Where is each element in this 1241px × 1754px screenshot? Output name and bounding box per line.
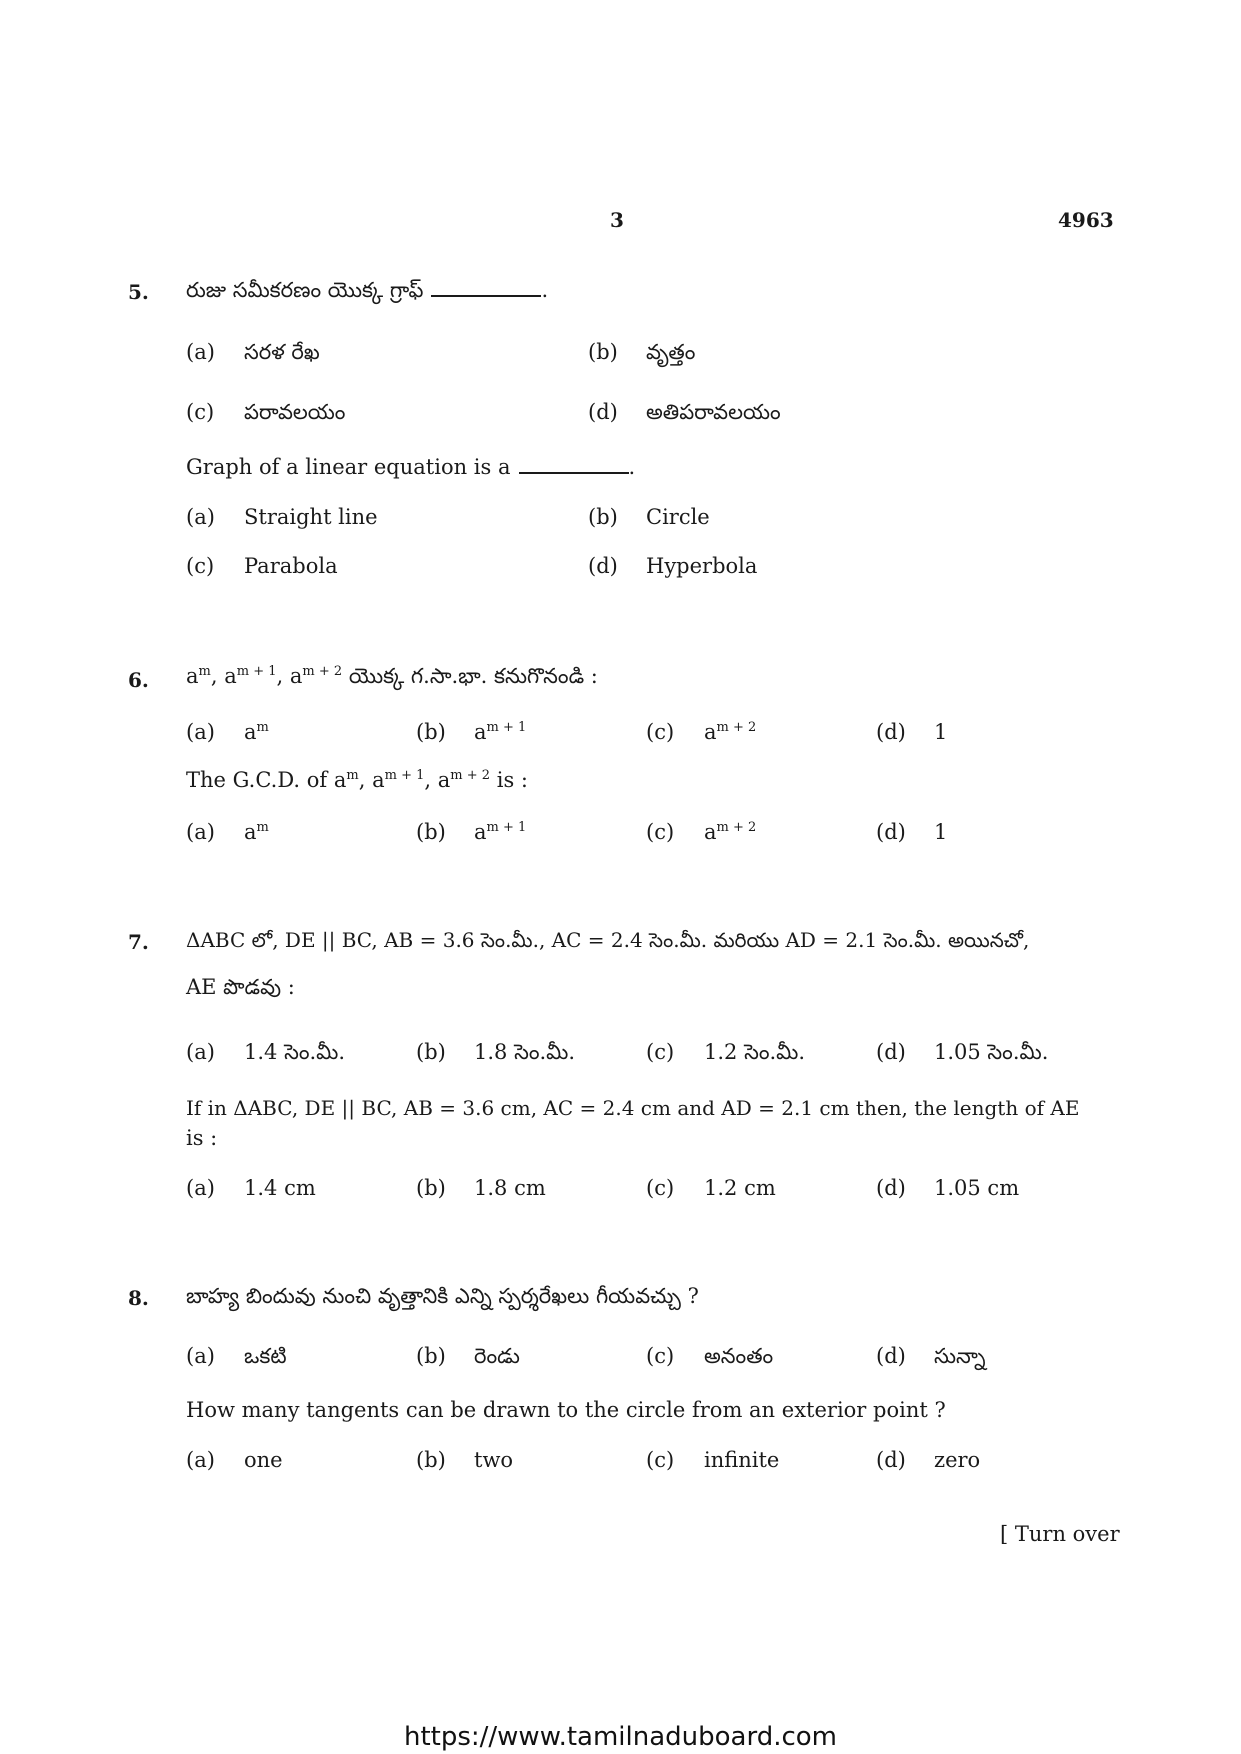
question-text-english: The G.C.D. of $a^m$, $a^{m + 1}$, $a^{m + 2}$ is : <box>186 768 528 792</box>
option-a-english <box>186 1448 283 1472</box>
exponent: m + 1 <box>236 664 277 679</box>
option-label: (a) <box>186 1040 215 1064</box>
option-c-english <box>646 1176 776 1200</box>
option-d-english <box>876 820 947 844</box>
option-c-english <box>646 820 756 844</box>
text: యొక్క గ.సా.భా. కనుగొనండి : <box>348 664 598 688</box>
question-text-telugu-line2: AE పొడవు : <box>186 975 295 999</box>
question-text-english: If in ΔABC, DE || BC, AB = 3.6 cm, AC = 2.4 cm and AD = 2.1 cm then, the length of AE <box>186 1096 1080 1120</box>
option-label: (d) <box>588 400 618 424</box>
option-d-telugu <box>876 720 947 744</box>
base: a <box>289 664 303 688</box>
option-b-english <box>416 1176 546 1200</box>
option-a-telugu <box>186 1040 345 1070</box>
option-text: Parabola <box>244 554 338 578</box>
option-label: (a) <box>186 505 215 529</box>
option-label: (c) <box>646 820 675 844</box>
option-label: (d) <box>588 554 618 578</box>
option-text: one <box>244 1448 283 1472</box>
answer-blank <box>431 294 541 297</box>
option-a-english <box>186 1176 316 1200</box>
question-text-english: Graph of a linear equation is a . <box>186 455 636 479</box>
option-text: infinite <box>704 1448 780 1472</box>
text: The G.C.D. of <box>186 768 328 792</box>
option-text: zero <box>934 1448 981 1472</box>
option-text: 1.2 సెం.మీ. <box>704 1040 806 1064</box>
option-c-telugu <box>186 400 345 430</box>
question-text-telugu: $a^m$, $a^{m + 1}$, $a^{m + 2}$ యొక్క గ.సా.భా. కనుగొనండి : <box>186 664 598 688</box>
option-d-english <box>588 554 757 578</box>
option-text: 1.4 సెం.మీ. <box>244 1040 346 1064</box>
exponent: m <box>198 664 211 679</box>
option-a-telugu <box>186 340 320 370</box>
option-label: (a) <box>186 820 215 844</box>
option-text: అతిపరావలయం <box>646 400 781 424</box>
option-label: (a) <box>186 1176 215 1200</box>
option-b-telugu <box>416 1344 520 1374</box>
option-text: 1.8 cm <box>474 1176 546 1200</box>
option-label: (b) <box>416 1344 446 1368</box>
option-label: (b) <box>588 505 618 529</box>
option-text: సున్నా <box>934 1344 986 1368</box>
option-c-telugu <box>646 720 756 744</box>
option-d-english <box>876 1176 1019 1200</box>
exponent: m + 1 <box>486 820 527 835</box>
option-label: (b) <box>416 820 446 844</box>
option-label: (c) <box>186 554 215 578</box>
option-label: (b) <box>416 1448 446 1472</box>
option-b-english <box>416 820 526 844</box>
base: a <box>244 820 257 844</box>
answer-blank <box>519 471 629 474</box>
question-text-telugu: ΔABC లో, DE || BC, AB = 3.6 సెం.మీ., AC = 2.4 సెం.మీ. మరియు AD = 2.1 సెం.మీ. అయినచో, <box>186 928 1030 952</box>
option-d-english <box>876 1448 980 1472</box>
text: Graph of a linear equation is a <box>186 455 511 479</box>
option-label: (d) <box>876 1448 906 1472</box>
page-number: 3 <box>610 208 624 232</box>
option-text: two <box>474 1448 514 1472</box>
option-text: ఒకటి <box>244 1344 287 1368</box>
base: a <box>224 664 237 688</box>
base: a <box>372 768 385 792</box>
option-label: (b) <box>416 1040 446 1064</box>
question-number: 6. <box>128 668 149 692</box>
option-a-telugu <box>186 720 269 744</box>
option-a-english <box>186 505 378 529</box>
base: a <box>333 768 347 792</box>
base: a <box>474 720 487 744</box>
option-label: (a) <box>186 1448 215 1472</box>
paper-code: 4963 <box>1058 208 1114 232</box>
option-label: (a) <box>186 340 215 364</box>
option-label: (a) <box>186 720 215 744</box>
question-text-telugu: రుజు సమీకరణం యొక్క గ్రాఫ్ . <box>186 278 549 302</box>
question-text-telugu: బాహ్య బిందువు నుంచి వృత్తానికి ఎన్ని స్పర్శరేఖలు గీయవచ్చు ? <box>186 1284 699 1308</box>
question-number: 8. <box>128 1286 149 1310</box>
base: a <box>437 768 451 792</box>
option-label: (c) <box>646 1344 675 1368</box>
base: a <box>704 720 717 744</box>
option-label: (c) <box>646 720 675 744</box>
option-text: 1.05 cm <box>934 1176 1020 1200</box>
option-label: (d) <box>876 1176 906 1200</box>
exponent: m + 2 <box>450 768 491 783</box>
option-label: (d) <box>876 720 906 744</box>
option-text: అనంతం <box>704 1344 774 1368</box>
exponent: m + 2 <box>716 720 757 735</box>
exponent: m + 1 <box>486 720 527 735</box>
option-a-telugu <box>186 1344 287 1374</box>
option-b-telugu <box>416 720 526 744</box>
watermark-url: https://www.tamilnaduboard.com <box>403 1722 838 1752</box>
question-text-english: How many tangents can be drawn to the circle from an exterior point ? <box>186 1398 946 1422</box>
exponent: m + 1 <box>384 768 425 783</box>
base: a <box>186 664 199 688</box>
option-label: (c) <box>186 400 215 424</box>
option-b-telugu <box>588 340 695 370</box>
option-label: (b) <box>588 340 618 364</box>
option-c-telugu <box>646 1040 805 1070</box>
option-label: (d) <box>876 1344 906 1368</box>
option-c-telugu <box>646 1344 773 1374</box>
option-label: (d) <box>876 1040 906 1064</box>
option-text: Hyperbola <box>646 554 758 578</box>
option-text: 1.4 cm <box>244 1176 316 1200</box>
option-label: (c) <box>646 1448 675 1472</box>
turn-over-note: [ Turn over <box>1000 1522 1120 1546</box>
option-text: 1 <box>934 720 948 744</box>
option-text: 1.8 సెం.మీ. <box>474 1040 576 1064</box>
option-text: సరళ రేఖ <box>244 340 320 364</box>
exponent: m <box>346 768 359 783</box>
option-label: (a) <box>186 1344 215 1368</box>
option-label: (c) <box>646 1040 675 1064</box>
option-d-telugu <box>876 1344 986 1374</box>
option-d-telugu <box>588 400 781 430</box>
option-b-english <box>416 1448 513 1472</box>
option-c-english <box>646 1448 779 1472</box>
question-text-english-line2: is : <box>186 1126 218 1150</box>
option-text: Circle <box>646 505 710 529</box>
option-text: రెండు <box>474 1344 520 1368</box>
option-c-english <box>186 554 338 578</box>
option-text: వృత్తం <box>646 340 696 364</box>
exponent: m + 2 <box>302 664 343 679</box>
option-b-telugu <box>416 1040 575 1070</box>
text: రుజు సమీకరణం యొక్క గ్రాఫ్ <box>186 278 424 302</box>
exponent: m + 2 <box>716 820 757 835</box>
question-number: 5. <box>128 280 149 304</box>
base: a <box>704 820 717 844</box>
text: is : <box>496 768 528 792</box>
option-label: (b) <box>416 720 446 744</box>
exponent: m <box>256 720 269 735</box>
option-b-english <box>588 505 710 529</box>
base: a <box>474 820 487 844</box>
option-label: (b) <box>416 1176 446 1200</box>
option-text: 1.05 సెం.మీ. <box>934 1040 1049 1064</box>
option-label: (d) <box>876 820 906 844</box>
option-text: 1 <box>934 820 948 844</box>
exponent: m <box>256 820 269 835</box>
option-label: (c) <box>646 1176 675 1200</box>
option-text: Straight line <box>244 505 378 529</box>
option-d-telugu <box>876 1040 1048 1070</box>
option-text: 1.2 cm <box>704 1176 776 1200</box>
option-text: పరావలయం <box>244 400 346 424</box>
base: a <box>244 720 257 744</box>
question-number: 7. <box>128 930 149 954</box>
option-a-english <box>186 820 269 844</box>
